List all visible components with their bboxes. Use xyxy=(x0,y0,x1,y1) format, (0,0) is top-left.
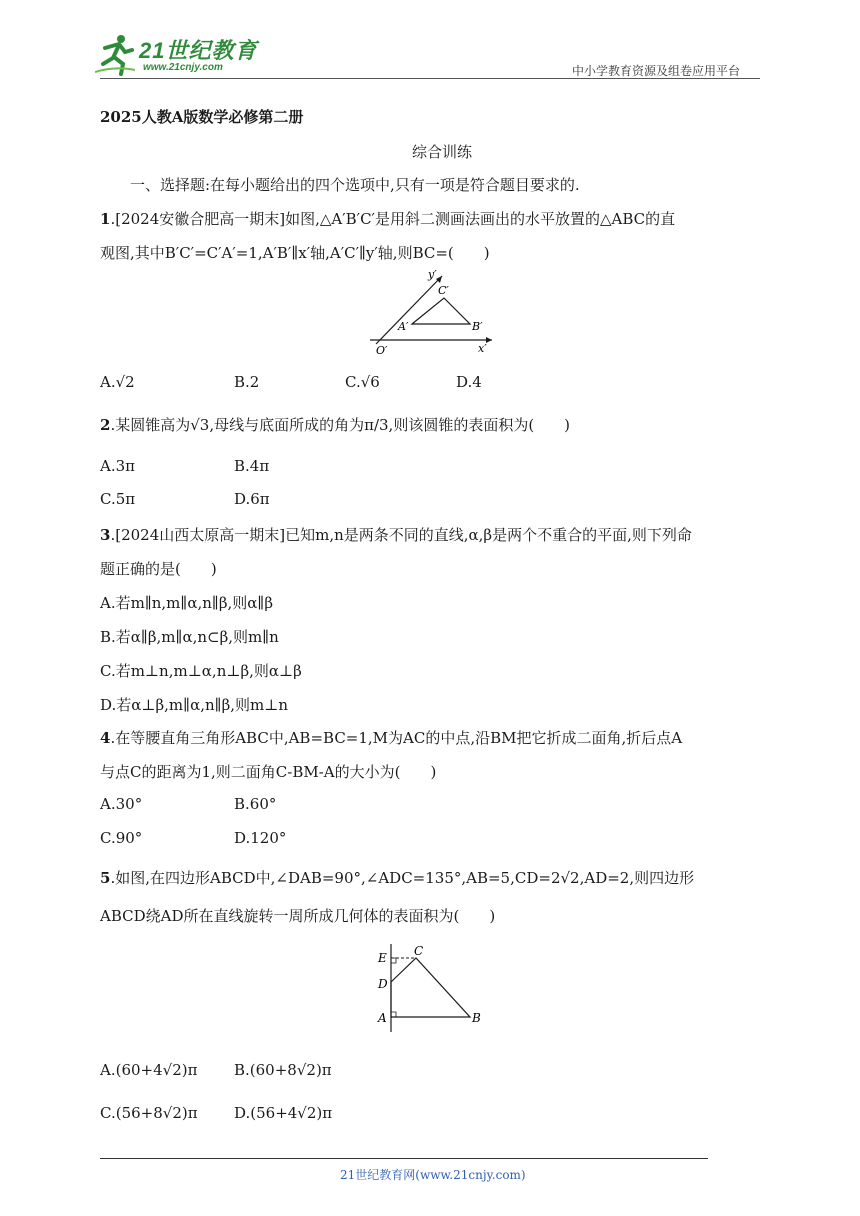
question-text-line1: 某圆锥高为√3,母线与底面所成的角为π/3,则该圆锥的表面积为( ) xyxy=(115,416,571,434)
figure-1-oblique-triangle xyxy=(362,268,502,358)
part-heading: 一、选择题:在每小题给出的四个选项中,只有一项是符合题目要求的. xyxy=(130,176,580,194)
label-o-prime: O′ xyxy=(376,344,388,357)
q4-option-b[interactable]: B.60° xyxy=(234,795,277,813)
q1-option-a[interactable]: A.√2 xyxy=(100,373,135,391)
footer-text[interactable]: 21世纪教育网(www.21cnjy.com) xyxy=(340,1168,526,1182)
question-1-line2: 观图,其中B′C′=C′A′=1,A′B′∥x′轴,A′C′∥y′轴,则BC=( ) xyxy=(100,244,490,262)
footer-rule xyxy=(100,1158,708,1159)
q2-option-b[interactable]: B.4π xyxy=(234,457,270,475)
q2-option-a[interactable]: A.3π xyxy=(100,457,136,475)
q5-option-a[interactable]: A.(60+4√2)π xyxy=(100,1061,198,1079)
q4-option-c[interactable]: C.90° xyxy=(100,829,143,847)
q3-option-a[interactable]: A.若m∥n,m∥α,n∥β,则α∥β xyxy=(100,594,273,612)
q4-option-d[interactable]: D.120° xyxy=(234,829,287,847)
runner-icon xyxy=(95,32,135,76)
q1-option-d[interactable]: D.4 xyxy=(456,373,482,391)
question-2: 2.某圆锥高为√3,母线与底面所成的角为π/3,则该圆锥的表面积为( ) xyxy=(100,416,571,434)
question-1: 1.[2024安徽合肥高一期末]如图,△A′B′C′是用斜二测画法画出的水平放置的△ABC的直 xyxy=(100,210,676,228)
q4-option-a[interactable]: A.30° xyxy=(100,795,143,813)
question-number: 3 xyxy=(100,526,111,544)
q2-option-d[interactable]: D.6π xyxy=(234,490,270,508)
label-b-prime: B′ xyxy=(472,320,483,333)
q5-option-d[interactable]: D.(56+4√2)π xyxy=(234,1104,333,1122)
book-title: 2025人教A版数学必修第二册 xyxy=(100,108,304,126)
q5-option-b[interactable]: B.(60+8√2)π xyxy=(234,1061,332,1079)
label-b: B xyxy=(472,1011,481,1025)
label-c-prime: C′ xyxy=(438,284,449,297)
logo-main-text: 21世纪教育 xyxy=(139,38,258,63)
header-rule xyxy=(100,78,760,79)
question-5-line2: ABCD绕AD所在直线旋转一周所成几何体的表面积为( ) xyxy=(100,907,496,925)
question-number: 2 xyxy=(100,416,111,434)
q2-option-c[interactable]: C.5π xyxy=(100,490,136,508)
label-y-prime: y′ xyxy=(428,268,437,281)
question-text-line1: [2024山西太原高一期末]已知m,n是两条不同的直线,α,β是两个不重合的平面,则下列命 xyxy=(115,526,692,544)
label-e: E xyxy=(378,951,387,965)
question-number: 1 xyxy=(100,210,111,228)
header-right-text: 中小学教育资源及组卷应用平台 xyxy=(572,64,741,78)
label-x-prime: x′ xyxy=(478,342,487,355)
q3-option-b[interactable]: B.若α∥β,m∥α,n⊂β,则m∥n xyxy=(100,628,279,646)
label-a: A xyxy=(378,1011,387,1025)
question-text-line1: 在等腰直角三角形ABC中,AB=BC=1,M为AC的中点,沿BM把它折成二面角,折后点A xyxy=(115,729,683,747)
logo xyxy=(95,32,265,76)
header xyxy=(0,0,860,80)
label-c: C xyxy=(414,944,424,958)
question-text-line1: 如图,在四边形ABCD中,∠DAB=90°,∠ADC=135°,AB=5,CD=2√2,AD=2,则四边形 xyxy=(115,869,695,887)
logo-sub-text: www.21cnjy.com xyxy=(143,62,223,73)
question-4: 4.在等腰直角三角形ABC中,AB=BC=1,M为AC的中点,沿BM把它折成二面角,折后点A xyxy=(100,729,683,747)
label-a-prime: A′ xyxy=(398,320,409,333)
question-text-line1: [2024安徽合肥高一期末]如图,△A′B′C′是用斜二测画法画出的水平放置的△ABC的直 xyxy=(115,210,676,228)
label-d: D xyxy=(378,977,388,991)
q3-option-d[interactable]: D.若α⊥β,m∥α,n∥β,则m⊥n xyxy=(100,696,289,714)
q1-option-c[interactable]: C.√6 xyxy=(345,373,380,391)
q5-option-c[interactable]: C.(56+8√2)π xyxy=(100,1104,198,1122)
q1-option-b[interactable]: B.2 xyxy=(234,373,260,391)
question-number: 4 xyxy=(100,729,111,747)
question-3: 3.[2024山西太原高一期末]已知m,n是两条不同的直线,α,β是两个不重合的平面,则下列命 xyxy=(100,526,692,544)
question-4-line2: 与点C的距离为1,则二面角C-BM-A的大小为( ) xyxy=(100,763,437,781)
question-5: 5.如图,在四边形ABCD中,∠DAB=90°,∠ADC=135°,AB=5,CD=2√2,AD=2,则四边形 xyxy=(100,869,695,887)
section-title: 综合训练 xyxy=(412,143,473,161)
figure-5-quadrilateral xyxy=(374,942,504,1034)
question-3-line2: 题正确的是( ) xyxy=(100,560,217,578)
q3-option-c[interactable]: C.若m⊥n,m⊥α,n⊥β,则α⊥β xyxy=(100,662,302,680)
question-number: 5 xyxy=(100,869,111,887)
